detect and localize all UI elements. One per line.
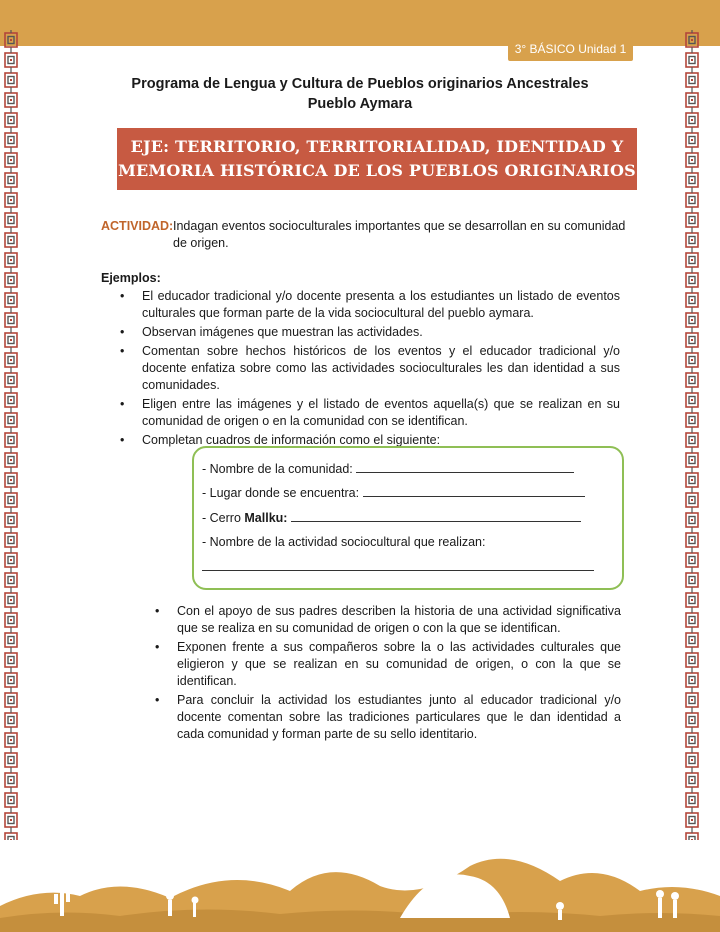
list-item: • Para concluir la actividad los estudiantes junto al educador tradicional y/o docente comentan sobre las tradiciones particulares que le dan identidad a cada comunidad y forman parte de su sello identitario. <box>155 693 621 741</box>
bottom-landscape-illustration <box>0 846 720 932</box>
blank-line[interactable] <box>363 484 585 497</box>
actividad-text: Indagan eventos socioculturales importantes que se desarrollan en su comunidad de origen. <box>173 219 626 250</box>
ejemplos-list <box>120 288 620 451</box>
grade-badge: 3° BÁSICO Unidad 1 <box>508 37 633 61</box>
bullet-icon: • <box>120 325 125 339</box>
info-form-box <box>192 446 624 590</box>
bullet-icon: • <box>120 433 125 447</box>
list-item: • Eligen entre las imágenes y el listado de eventos aquella(s) que se realizan en su comunidad de origen o en la comunidad con se identifican. <box>120 397 620 428</box>
field-actividad-line <box>202 558 594 576</box>
list-item: • El educador tradicional y/o docente presenta a los estudiantes un listado de eventos culturales que forman parte de la vida sociocultural del pueblo aymara. <box>120 289 620 320</box>
list-item: • Comentan sobre hechos históricos de los eventos y el educador tradicional y/o docente enfatiza sobre como las actividades socioculturales les dan identidad a sus comunidades. <box>120 344 620 392</box>
bullet-icon: • <box>120 344 125 358</box>
field-lugar: - Lugar donde se encuentra: <box>202 484 585 502</box>
bullet-icon: • <box>155 693 160 707</box>
list-item: • Con el apoyo de sus padres describen la historia de una actividad significativa que se realiza en su comunidad de origen o con la que se identifican. <box>155 604 621 635</box>
blank-line[interactable] <box>202 558 594 571</box>
list-item: • Observan imágenes que muestran las actividades. <box>120 325 423 339</box>
blank-line[interactable] <box>291 509 581 522</box>
more-activities-list <box>155 603 621 745</box>
blank-line[interactable] <box>356 460 574 473</box>
actividad-label: ACTIVIDAD: <box>101 219 174 233</box>
ejemplos-heading: Ejemplos: <box>101 271 161 285</box>
list-item: • Exponen frente a sus compañeros sobre la o las actividades culturales que eligieron y que se realizan en su comunidad de origen, o con la que se identifican. <box>155 640 621 688</box>
eje-line-2: MEMORIA HISTÓRICA DE LOS PUEBLOS ORIGINARIOS <box>118 161 636 180</box>
bullet-icon: • <box>155 604 160 618</box>
bullet-icon: • <box>120 397 125 411</box>
program-title: Programa de Lengua y Cultura de Pueblos originarios Ancestrales <box>131 76 589 92</box>
bullet-icon: • <box>120 289 125 303</box>
list-item: • Completan cuadros de información como el siguiente: <box>120 433 441 447</box>
field-actividad: - Nombre de la actividad sociocultural que realizan: <box>202 535 486 549</box>
eje-line-1: EJE: TERRITORIO, TERRITORIALIDAD, IDENTIDAD Y <box>130 137 624 156</box>
field-cerro: - Cerro Mallku: <box>202 509 581 527</box>
field-comunidad: - Nombre de la comunidad: <box>202 460 574 478</box>
bullet-icon: • <box>155 640 160 654</box>
people-title: Pueblo Aymara <box>307 96 413 112</box>
